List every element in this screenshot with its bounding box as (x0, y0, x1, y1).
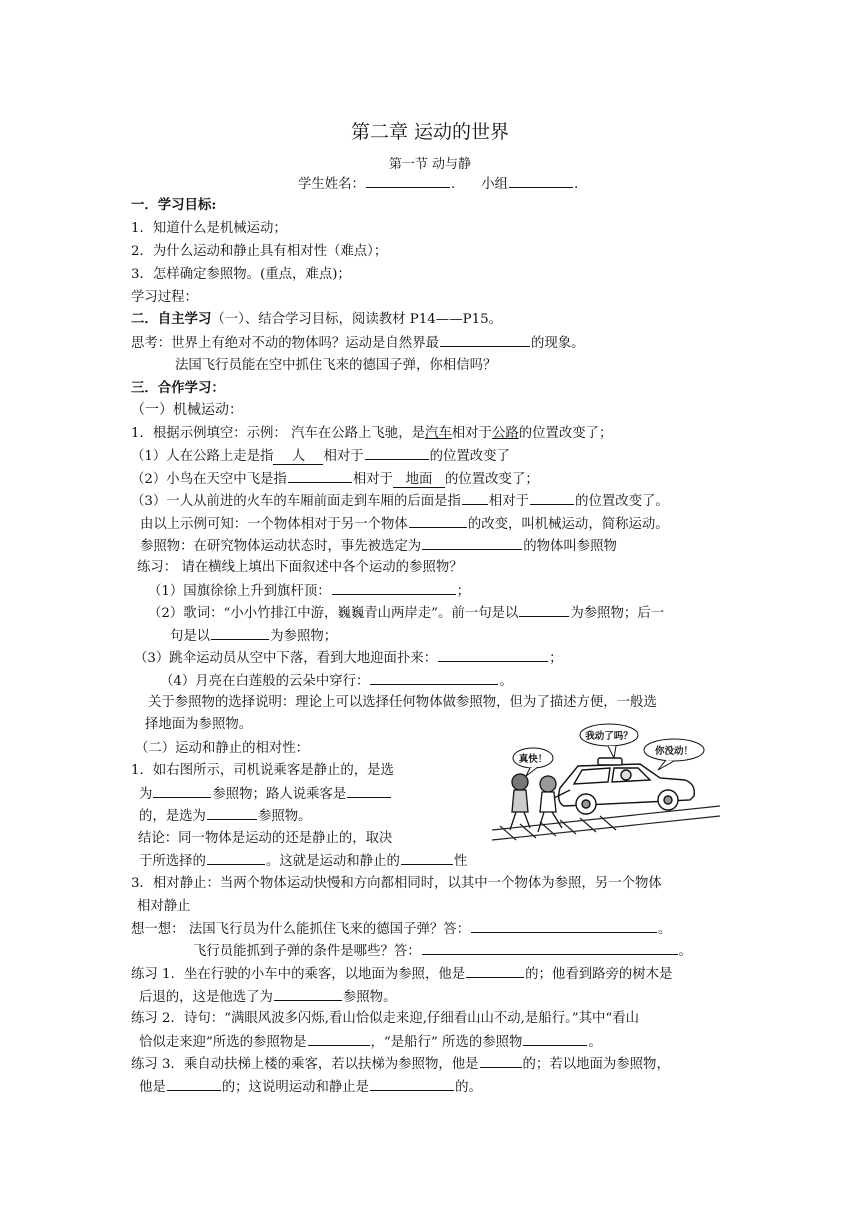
goal-item: 3．怎样确定参照物。(重点，难点)； (131, 267, 351, 282)
taxi-illustration (490, 718, 722, 846)
answer-blank[interactable] (519, 603, 569, 617)
goal-item: 2．为什么运动和静止具有相对性（难点）； (131, 244, 388, 259)
answer-blank[interactable] (480, 1054, 522, 1068)
conclusion-line: 结论：同一物体是运动的还是静止的，取决 (138, 831, 393, 846)
answer-blank[interactable] (274, 987, 342, 1001)
answer-blank[interactable] (530, 491, 574, 505)
answer-blank[interactable] (365, 446, 429, 460)
subsection-relativity: （二）运动和静止的相对性： (135, 741, 310, 756)
answer-blank[interactable] (422, 536, 522, 550)
answer-blank[interactable] (370, 1077, 454, 1091)
subsection-mechanical: （一）机械运动： (131, 402, 243, 418)
practice-2: （2）歌词：“小小竹排江中游，巍巍青山两岸走”。前一句是以 为参照物；后一 (148, 603, 664, 623)
student-name-field[interactable] (366, 174, 450, 188)
answer-blank[interactable] (523, 1032, 587, 1046)
relative-rest-cont: 相对静止 (137, 899, 191, 914)
answer-blank[interactable] (471, 919, 657, 933)
student-info-line: 学生姓名： . 小组 . (298, 174, 578, 194)
self-study-line: 二．自主学习（一）、结合学习目标，阅读教材 P14——P15。 (131, 311, 503, 327)
exercise-1: 练习 1．坐在行驶的小车中的乘客，以地面为参照，他是 的；他看到路旁的树木是 (131, 964, 672, 984)
answer-blank[interactable] (401, 851, 453, 865)
practice-3: （3）跳伞运动员从空中下落，看到大地迎面扑来： ； (134, 648, 563, 668)
filled-answer: 地面 (393, 472, 445, 488)
think-line-4: 飞行员能抓到子弹的条件是哪些？答： 。 (193, 941, 692, 961)
answer-blank[interactable] (440, 333, 530, 347)
think-line-2: 法国飞行员能在空中抓住飞来的德国子弹，你相信吗？ (175, 358, 497, 373)
answer-blank[interactable] (422, 941, 678, 955)
answer-blank[interactable] (438, 648, 548, 662)
coop-heading: 三．合作学习： (131, 380, 225, 396)
question-3: （3）一人从前进的火车的车厢前面走到车厢的后面是指 相对于 的位置改变了。 (131, 491, 669, 511)
think-line: 思考：世界上有绝对不动的物体吗？运动是自然界最 的现象。 (131, 333, 585, 353)
answer-blank[interactable] (409, 514, 467, 528)
exercise-3-cont: 他是 的；这说明运动和静止是 的。 (139, 1077, 482, 1097)
relativity-q1: 1．如右图所示，司机说乘客是静止的，是选 (131, 763, 394, 778)
answer-blank[interactable] (332, 581, 456, 595)
exercise-1-cont: 后退的，这是他选了为 参照物。 (139, 987, 396, 1007)
answer-blank[interactable] (167, 1077, 221, 1091)
relative-rest: 3．相对静止：当两个物体运动快慢和方向都相同时，以其中一个物体为参照，另一个物体 (131, 876, 662, 891)
definition-reference: 参照物：在研究物体运动状态时，事先被选定为 的物体叫参照物 (140, 536, 617, 556)
answer-blank[interactable] (370, 671, 498, 685)
think-line-3: 想一想： 法国飞行员为什么能抓住飞来的德国子弹？答： 。 (131, 919, 671, 939)
note-line: 关于参照物的选择说明：理论上可以选择任何物体做参照物，但为了描述方便，一般选 (148, 695, 657, 710)
answer-blank[interactable] (347, 784, 391, 798)
question-2: （2）小鸟在天空中飞是指 相对于 地面 的位置改变了； (131, 469, 539, 489)
practice-1: （1）国旗徐徐上升到旗杆顶： ； (148, 581, 470, 601)
example-line: 1．根据示例填空：示例： 汽车在公路上飞驰，是汽车相对于公路的位置改变了； (131, 426, 613, 441)
goals-heading: 一．学习目标: (131, 197, 217, 213)
answer-blank[interactable] (288, 469, 352, 483)
definition-motion: 由以上示例可知：一个物体相对于另一个物体 的改变，叫机械运动，简称运动。 (140, 514, 669, 534)
practice-2-cont: 句是以 为参照物； (170, 626, 337, 646)
answer-blank[interactable] (207, 851, 265, 865)
exercise-2-cont: 恰似走来迎”所选的参照物是 ，“是船行” 所选的参照物 。 (139, 1032, 602, 1052)
answer-blank[interactable] (308, 1032, 370, 1046)
practice-intro: 练习： 请在横线上填出下面叙述中各个运动的参照物？ (137, 560, 463, 575)
relativity-q1-cont: 为 参照物；路人说乘客是 (139, 784, 392, 804)
filled-answer: 人 (273, 449, 323, 465)
chapter-title: 第二章 运动的世界 (350, 121, 510, 143)
answer-blank[interactable] (211, 626, 269, 640)
group-field[interactable] (509, 174, 573, 188)
answer-blank[interactable] (466, 964, 524, 978)
practice-4: （4）月亮在白莲般的云朵中穿行： 。 (160, 671, 513, 691)
exercise-2: 练习 2．诗句：“满眼风波多闪烁,看山恰似走来迎,仔细看山山不动,是船行。”其中“看山 (131, 1011, 640, 1026)
bubble-pedestrian-text: 真快！ (518, 754, 548, 765)
relativity-q1-cont: 的，是选为 参照物。 (139, 806, 312, 826)
section-title: 第一节 动与静 (388, 157, 472, 172)
answer-blank[interactable] (153, 784, 211, 798)
question-1: （1）人在公路上走是指 人 相对于 的位置改变了 (131, 446, 510, 466)
car-icon (559, 758, 695, 814)
goal-item: 1．知道什么是机械运动； (131, 221, 287, 236)
answer-blank[interactable] (207, 806, 257, 820)
note-line: 择地面为参照物。 (145, 717, 253, 732)
process-label: 学习过程： (131, 290, 198, 305)
answer-blank[interactable] (462, 491, 488, 505)
self-study-heading: 二．自主学习 (131, 311, 212, 327)
student-name-label: 学生姓名： (298, 177, 365, 192)
bubble-passenger-text: 你没动！ (654, 746, 694, 757)
group-label: 小组 (481, 177, 508, 192)
conclusion-line-cont: 于所选择的 。这就是运动和静止的 性 (139, 851, 467, 871)
exercise-3: 练习 3．乘自动扶梯上楼的乘客，若以扶梯为参照物，他是 的；若以地面为参照物， (131, 1054, 670, 1074)
bubble-driver-text: 我动了吗？ (585, 731, 633, 742)
